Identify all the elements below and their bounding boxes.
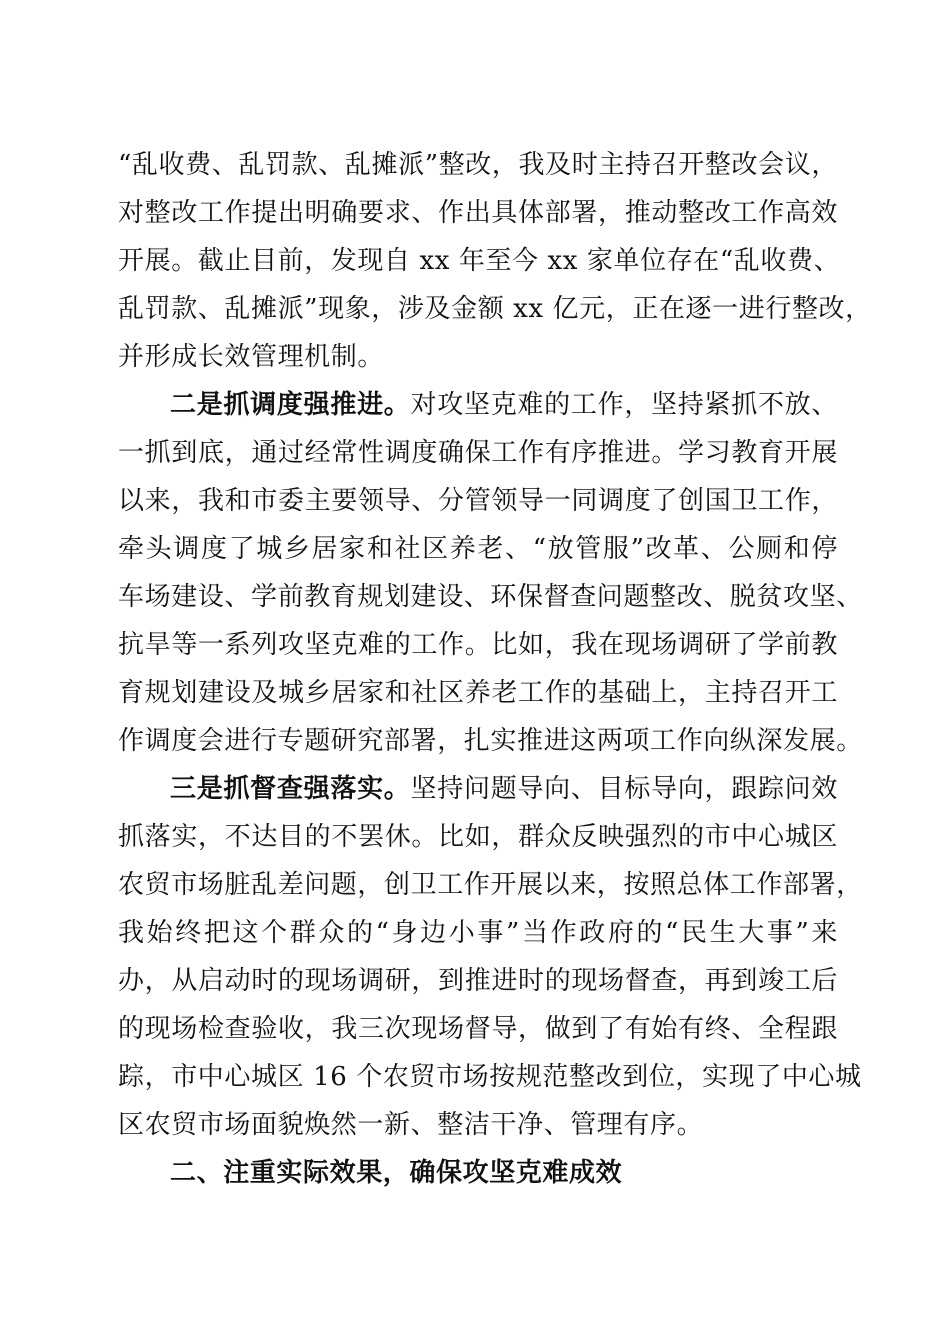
paragraph-1 <box>118 141 872 381</box>
paragraph-line: 开展。截止目前，发现自 xx 年至今 xx 家单位存在“乱收费、 <box>118 246 841 276</box>
paragraph-line: 乱罚款、乱摊派”现象，涉及金额 xx 亿元，正在逐一进行整改， <box>118 294 872 324</box>
paragraph-line: 牵头调度了城乡居家和社区养老、“放管服”改革、公厕和停 <box>118 534 838 564</box>
paragraph-line: 农贸市场脏乱差问题，创卫工作开展以来，按照总体工作部署， <box>118 870 863 900</box>
paragraph-line: 以来，我和市委主要领导、分管领导一同调度了创国卫工作， <box>118 486 838 516</box>
paragraph-first-line <box>118 765 838 813</box>
paragraph-line: 对整改工作提出明确要求、作出具体部署，推动整改工作高效 <box>118 198 838 228</box>
paragraph-line: 并形成长效管理机制。 <box>118 342 385 372</box>
section-heading: 二、注重实际效果，确保攻坚克难成效 <box>170 1158 623 1188</box>
paragraph-line: 抓落实，不达目的不罢休。比如，群众反映强烈的市中心城区 <box>118 822 838 852</box>
paragraph-lead: 二是抓调度强推进。 <box>170 390 411 420</box>
paragraph-line: 的现场检查验收，我三次现场督导，做到了有始有终、全程跟 <box>118 1014 838 1044</box>
document-body <box>118 141 872 1197</box>
paragraph-line: 我始终把这个群众的“身边小事”当作政府的“民生大事”来 <box>118 918 838 948</box>
paragraph-2 <box>118 381 863 765</box>
paragraph-line: 育规划建设及城乡居家和社区养老工作的基础上，主持召开工 <box>118 678 838 708</box>
paragraph-first-line <box>118 381 838 429</box>
paragraph-line: 车场建设、学前教育规划建设、环保督查问题整改、脱贫攻坚、 <box>118 582 863 612</box>
paragraph-3 <box>118 765 863 1149</box>
paragraph-line: 区农贸市场面貌焕然一新、整洁干净、管理有序。 <box>118 1110 704 1140</box>
paragraph-line-text: 对攻坚克难的工作，坚持紧抓不放、 <box>410 390 838 420</box>
paragraph-line: 抗旱等一系列攻坚克难的工作。比如，我在现场调研了学前教 <box>118 630 838 660</box>
paragraph-line: “乱收费、乱罚款、乱摊派”整改，我及时主持召开整改会议， <box>118 150 838 180</box>
paragraph-lead: 三是抓督查强落实。 <box>170 774 411 804</box>
paragraph-line: 踪，市中心城区 16 个农贸市场按规范整改到位，实现了中心城 <box>118 1062 862 1092</box>
paragraph-line: 一抓到底，通过经常性调度确保工作有序推进。学习教育开展 <box>118 438 838 468</box>
paragraph-line: 作调度会进行专题研究部署，扎实推进这两项工作向纵深发展。 <box>118 726 863 756</box>
paragraph-line-text: 坚持问题导向、目标导向，跟踪问效 <box>410 774 838 804</box>
paragraph-line: 办，从启动时的现场调研，到推进时的现场督查，再到竣工后 <box>118 966 838 996</box>
